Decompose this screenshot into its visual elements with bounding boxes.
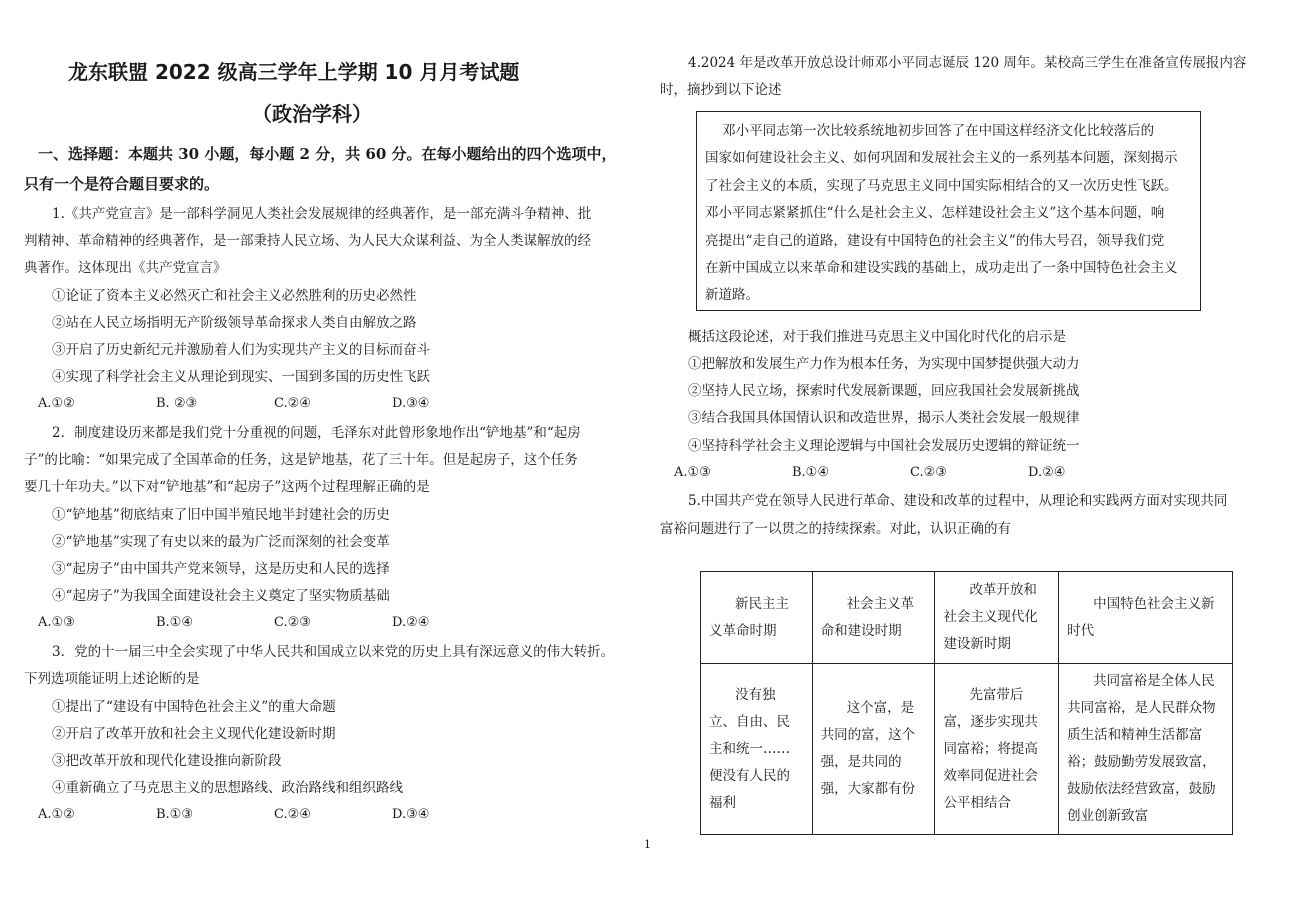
- q3-option-d[interactable]: D.③④: [392, 807, 430, 822]
- q4-option-c[interactable]: C.②③: [910, 465, 947, 480]
- q3-option-a[interactable]: A.①②: [38, 807, 75, 822]
- q4-quote-box: [696, 111, 1201, 311]
- quote-line: 了社会主义的本质，实现了马克思主义同中国实际相结合的又一次历史性飞跃。: [705, 177, 1178, 194]
- q3-option-b[interactable]: B.①③: [156, 807, 193, 822]
- q1-item: ③开启了历史新纪元并激励着人们为实现共产主义的目标而奋斗: [52, 342, 430, 358]
- q1-option-a[interactable]: A.①②: [38, 396, 75, 411]
- table-cell: 先富带后 富，逐步实现共 同富裕；将提高 效率同促进社会 公平相结合: [935, 664, 1059, 835]
- q1-stem-line: 1.《共产党宣言》是一部科学洞见人类社会发展规律的经典著作，是一部充满斗争精神、批: [52, 206, 592, 222]
- era-table: [700, 571, 1233, 835]
- q2-stem-line: 子”的比喻：“如果完成了全国革命的任务，这是铲地基，花了三十年。但是起房子，这个任务: [24, 452, 578, 468]
- q2-option-d[interactable]: D.②④: [392, 615, 430, 630]
- header-cell: 新民主主 义革命时期: [701, 572, 813, 664]
- page-number: 1: [644, 838, 651, 851]
- q3-option-c[interactable]: C.②④: [274, 807, 311, 822]
- q3-item: ④重新确立了马克思主义的思想路线、政治路线和组织路线: [52, 780, 403, 796]
- q2-item: ④“起房子”为我国全面建设社会主义奠定了坚实物质基础: [52, 588, 390, 604]
- q1-stem-line: 典著作。这体现出《共产党宣言》: [24, 260, 227, 276]
- header-cell: 社会主义革 命和建设时期: [812, 572, 935, 664]
- table-cell: 没有独 立、自由、民 主和统一…… 便没有人民的 福利: [701, 664, 813, 835]
- exam-subtitle: （政治学科）: [252, 102, 372, 126]
- q3-stem-line: 3．党的十一届三中全会实现了中华人民共和国成立以来党的历史上具有深远意义的伟大转折。: [52, 644, 615, 660]
- q4-stem-line: 时，摘抄到以下论述: [660, 82, 782, 98]
- q2-item: ②“铲地基”实现了有史以来的最为广泛而深刻的社会变革: [52, 534, 390, 550]
- table-cell: 共同富裕是全体人民 共同富裕，是人民群众物 质生活和精神生活都富 裕；鼓励勤劳发展致富， 鼓励依法经营致富，鼓励 创业创新致富: [1059, 664, 1233, 835]
- q5-stem-line: 5.中国共产党在领导人民进行革命、建设和改革的过程中，从理论和实践两方面对实现共同: [688, 493, 1228, 509]
- quote-line: 邓小平同志第一次比较系统地初步回答了在中国这样经济文化比较落后的: [705, 123, 1155, 139]
- section-heading-line2: 只有一个是符合题目要求的。: [24, 175, 220, 193]
- table-cell: 这个富，是 共同的富，这个 强，是共同的 强，大家都有份: [812, 664, 935, 835]
- q3-item: ①提出了“建设有中国特色社会主义”的重大命题: [52, 699, 336, 715]
- q4-option-a[interactable]: A.①③: [674, 465, 711, 480]
- quote-line: 邓小平同志紧紧抓住“什么是社会主义、怎样建设社会主义”这个基本问题，响: [705, 205, 1165, 222]
- q4-item: ④坚持科学社会主义理论逻辑与中国社会发展历史逻辑的辩证统一: [688, 438, 1080, 454]
- q4-option-d[interactable]: D.②④: [1028, 465, 1066, 480]
- q1-option-c[interactable]: C.②④: [274, 396, 311, 411]
- q2-item: ③“起房子”由中国共产党来领导，这是历史和人民的选择: [52, 561, 390, 577]
- quote-line: 新道路。: [705, 287, 759, 304]
- q1-option-b[interactable]: B. ②③: [156, 396, 198, 411]
- q4-stem-line: 4.2024 年是改革开放总设计师邓小平同志诞辰 120 周年。某校高三学生在准备宣传展报内容: [688, 55, 1247, 71]
- q5-stem-line: 富裕问题进行了一以贯之的持续探索。对此，认识正确的有: [660, 521, 1011, 537]
- q2-option-c[interactable]: C.②③: [274, 615, 311, 630]
- era-table-header-row: [701, 572, 1233, 664]
- header-cell: 中国特色社会主义新 时代: [1059, 572, 1233, 664]
- section-heading-line1: 一、选择题：本题共 30 小题，每小题 2 分，共 60 分。在每小题给出的四个选项中，: [38, 145, 617, 163]
- q1-item: ②站在人民立场指明无产阶级领导革命探求人类自由解放之路: [52, 315, 417, 331]
- q1-item: ④实现了科学社会主义从理论到现实、一国到多国的历史性飞跃: [52, 369, 430, 385]
- q3-options: [38, 807, 510, 822]
- q2-stem-line: 2．制度建设历来都是我们党十分重视的问题，毛泽东对此曾形象地作出“铲地基”和“起房: [52, 425, 581, 441]
- quote-line: 国家如何建设社会主义、如何巩固和发展社会主义的一系列基本问题，深刻揭示: [705, 150, 1178, 167]
- q3-item: ③把改革开放和现代化建设推向新阶段: [52, 753, 282, 769]
- q2-option-a[interactable]: A.①③: [38, 615, 75, 630]
- q1-options: [38, 396, 510, 411]
- q2-item: ①“铲地基”彻底结束了旧中国半殖民地半封建社会的历史: [52, 507, 390, 523]
- q2-option-b[interactable]: B.①④: [156, 615, 193, 630]
- quote-line: 在新中国成立以来革命和建设实践的基础上，成功走出了一条中国特色社会主义: [705, 260, 1178, 277]
- q4-item: ③结合我国具体国情认识和改造世界，揭示人类社会发展一般规律: [688, 410, 1080, 426]
- q2-options: [38, 615, 510, 630]
- q4-options: [674, 465, 1146, 480]
- era-table-body-row: [701, 664, 1233, 835]
- q2-stem-line: 要几十年功夫。”以下对“铲地基”和“起房子”这两个过程理解正确的是: [24, 479, 430, 495]
- q3-item: ②开启了改革开放和社会主义现代化建设新时期: [52, 726, 336, 742]
- q3-stem-line: 下列选项能证明上述论断的是: [24, 671, 200, 687]
- quote-line: 亮提出“走自己的道路，建设有中国特色的社会主义”的伟大号召，领导我们党: [705, 232, 1165, 249]
- header-cell: 改革开放和 社会主义现代化 建设新时期: [935, 572, 1059, 664]
- q1-option-d[interactable]: D.③④: [392, 396, 430, 411]
- q4-item: ①把解放和发展生产力作为根本任务，为实现中国梦提供强大动力: [688, 356, 1080, 372]
- exam-title: 龙东联盟 2022 级高三学年上学期 10 月月考试题: [68, 60, 520, 84]
- q4-option-b[interactable]: B.①④: [792, 465, 829, 480]
- q4-question: 概括这段论述，对于我们推进马克思主义中国化时代化的启示是: [688, 329, 1066, 345]
- q4-item: ②坚持人民立场，探索时代发展新课题，回应我国社会发展新挑战: [688, 383, 1080, 399]
- q1-item: ①论证了资本主义必然灭亡和社会主义必然胜利的历史必然性: [52, 288, 417, 304]
- q1-stem-line: 判精神、革命精神的经典著作，是一部秉持人民立场、为人民大众谋利益、为全人类谋解放的经: [24, 233, 591, 249]
